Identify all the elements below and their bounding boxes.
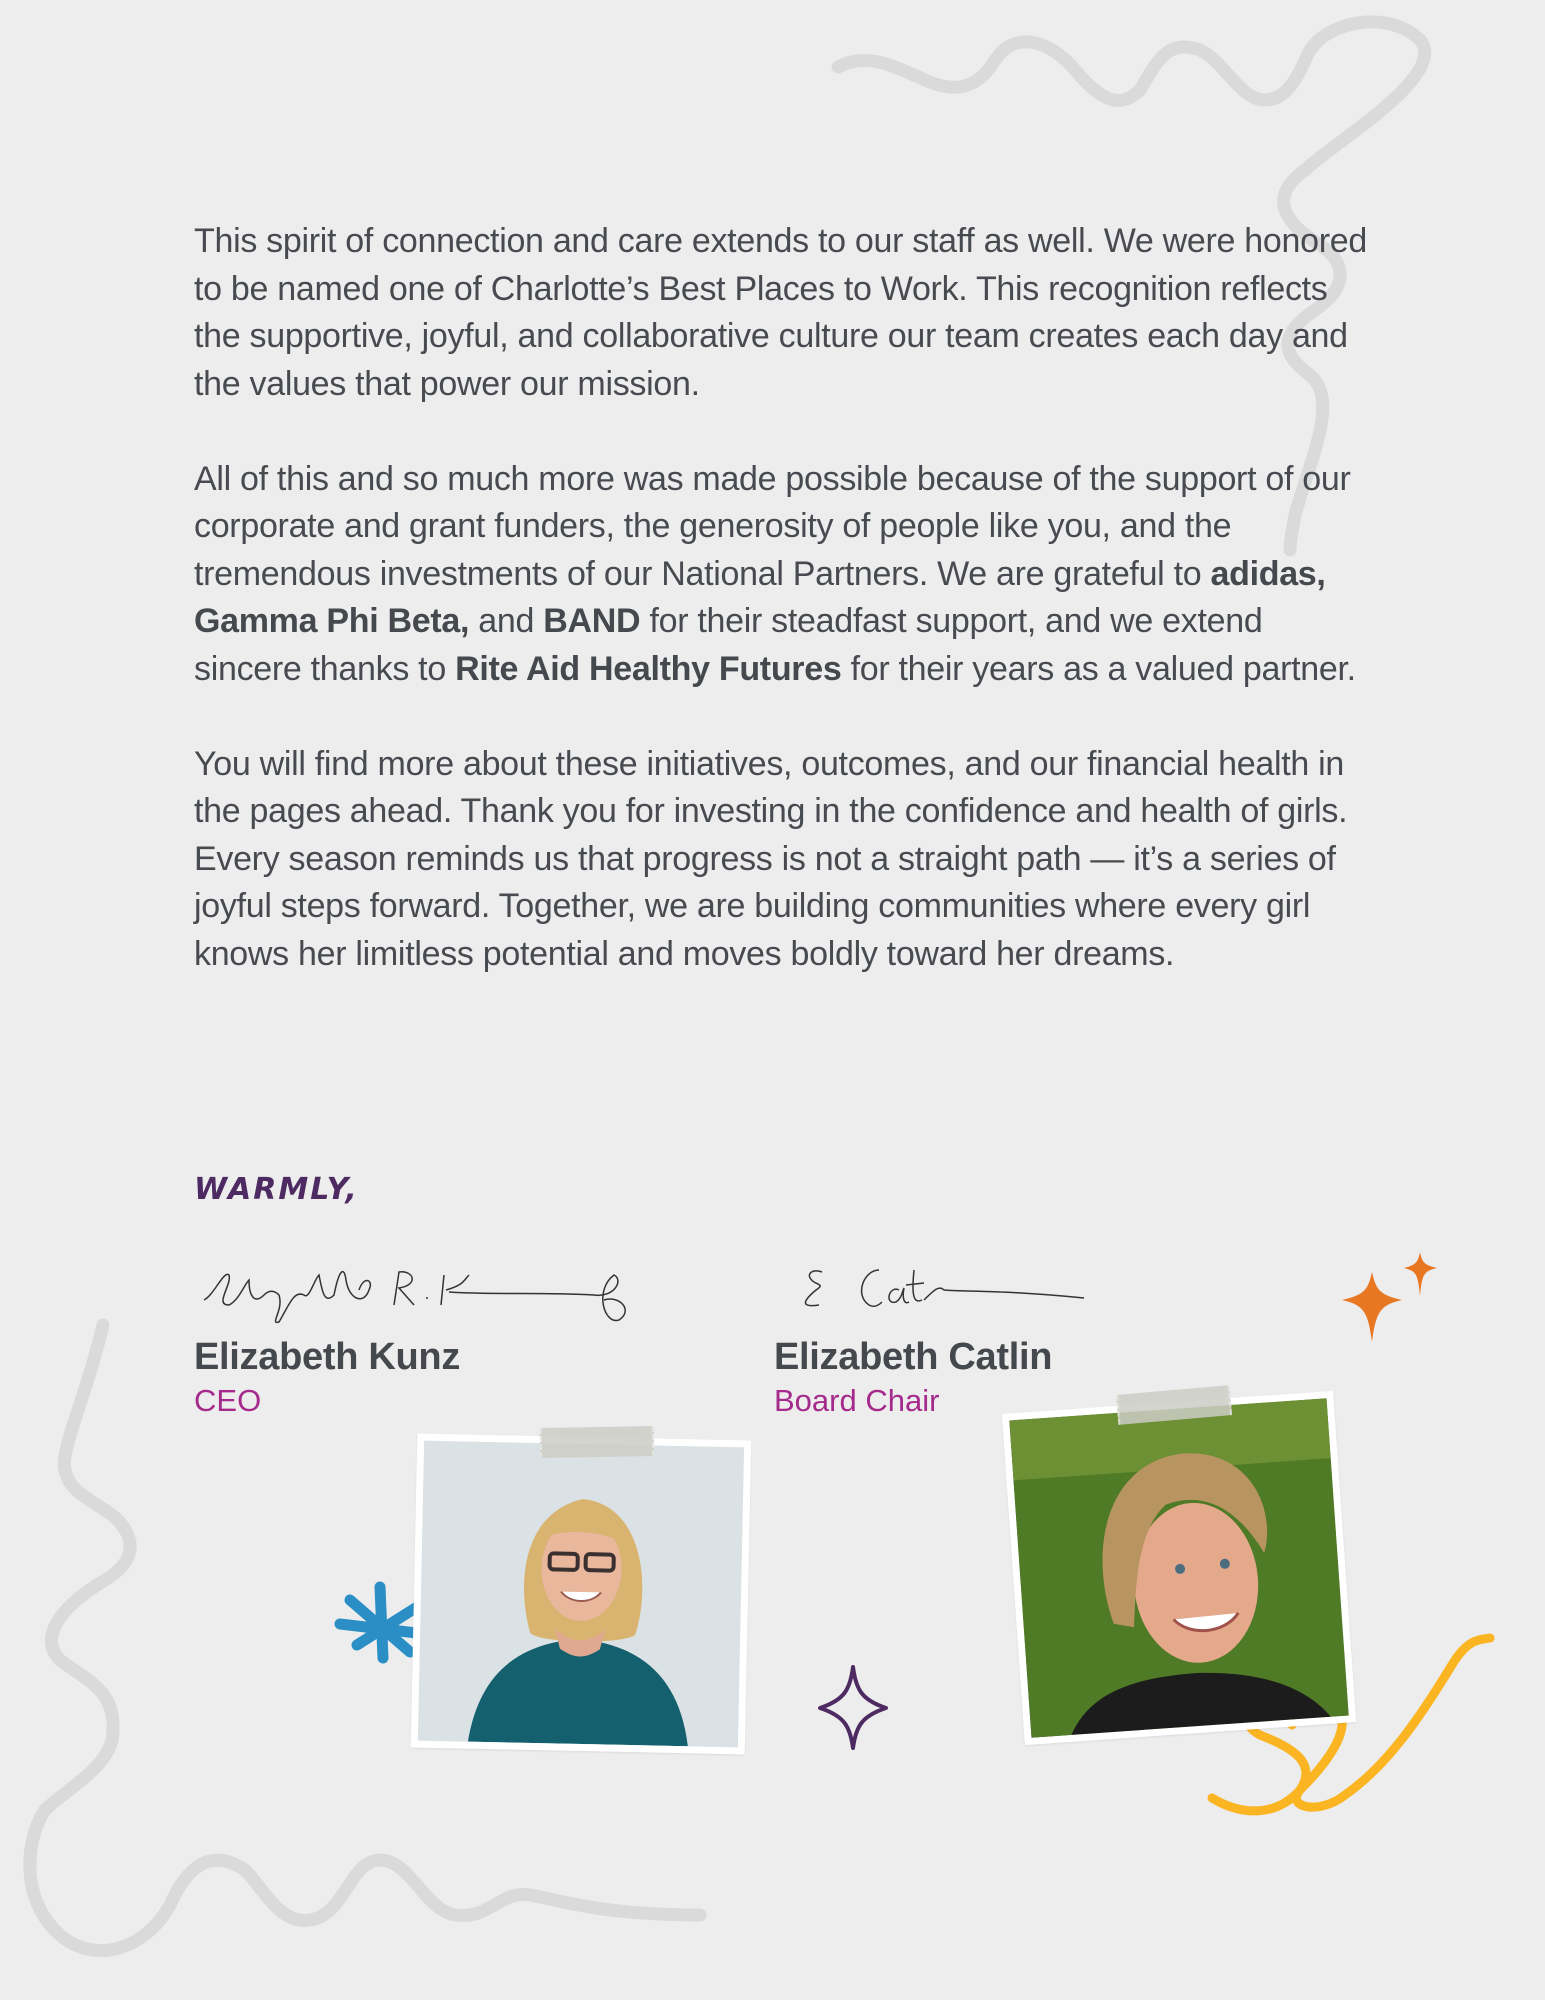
letter-body [194,218,1374,1026]
paragraph-text: for their steadfast support, and we extend sincere thanks to [194,602,1263,688]
photo-elizabeth-kunz [411,1434,752,1755]
portrait-image [418,1441,744,1748]
signer-name: Elizabeth Kunz [194,1336,461,1378]
partner-name-band: BAND [543,602,641,640]
paragraph-staff-culture [194,218,1374,408]
partner-names-adidas-gamma-phi-beta: adidas, Gamma Phi Beta, [194,554,1326,640]
tape-decoration [540,1426,655,1458]
photo-elizabeth-catlin [1002,1391,1356,1745]
signature-elizabeth-kunz [194,1250,654,1330]
partner-name-rite-aid: Rite Aid Healthy Futures [455,649,842,688]
paragraph-text: This spirit of connection and care extends to our staff as well. We were honored to be named one of Charlotte’s Best Places to Work. This recognition reflects the supportive, joyful, and collaborative culture our team creates each day and the values that power our mission. [194,222,1367,403]
portrait-illustration [418,1441,744,1748]
signer-role: Board Chair [774,1383,940,1418]
portrait-illustration [1009,1398,1348,1737]
signer-ceo [194,1250,654,1423]
signer-name: Elizabeth Catlin [774,1336,1053,1378]
closing-salutation: WARMLY, [194,1172,359,1207]
signature-elizabeth-catlin [774,1250,1234,1330]
portrait-image [1009,1398,1348,1737]
paragraph-text: You will find more about these initiatives, outcomes, and our financial health in the pages ahead. Thank you for investing in the confidence and health of girls. Every season reminds us that progress is not a straight path — it’s a series of joyful steps forward. Together, we are building communities where every girl knows her limitless potential and moves boldly toward her dreams. [194,744,1348,973]
orange-sparkles-icon [1342,1252,1437,1342]
paragraph-funders [194,456,1374,694]
paragraph-text: for their years as a valued partner. [841,649,1356,688]
paragraph-thank-you [194,741,1374,979]
signer-role: CEO [194,1383,262,1418]
sparkle-outline-icon [820,1667,886,1748]
paragraph-text: and [469,602,544,640]
paragraph-text: All of this and so much more was made possible because of the support of our corporate and grant funders, the generosity of people like you, and the tremendous investments of our National Partners. We are grateful to [194,459,1351,593]
